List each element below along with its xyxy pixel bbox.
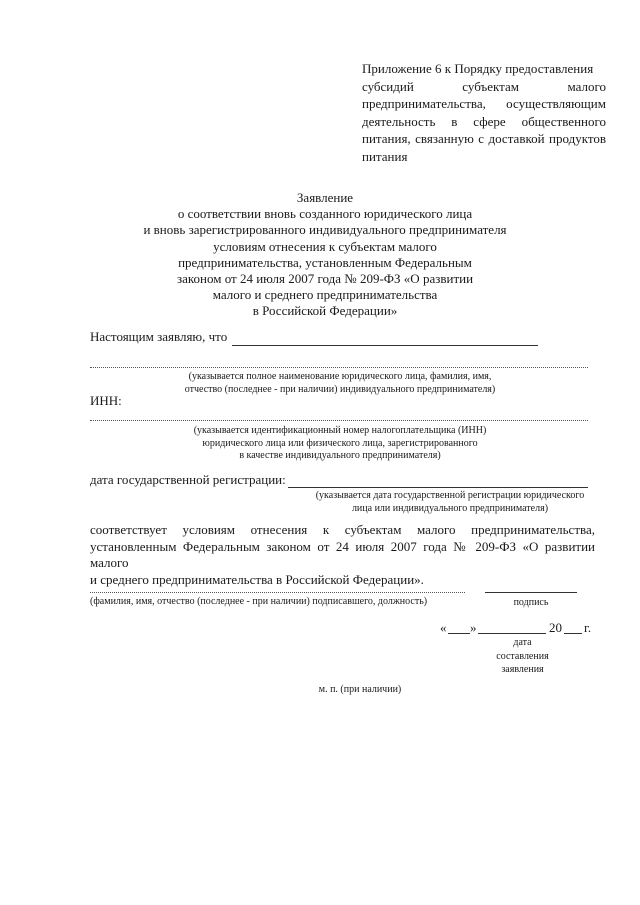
date-year-suffix: г. <box>584 620 592 635</box>
date-year-prefix: 20 <box>549 620 562 635</box>
conformity-paragraph <box>90 522 595 588</box>
title-line: предпринимательства, установленным Федеральным <box>178 254 472 270</box>
conformity-line: установленным Федеральным законом от 24 июля 2007 года № 209-ФЗ «О развитии малого <box>90 538 595 571</box>
date-field <box>440 620 600 636</box>
date-label <box>480 636 565 677</box>
inn-hint-line: (указывается идентификационный номер налогоплательщика (ИНН) <box>193 425 487 436</box>
title-line: в Российской Федерации» <box>252 303 398 319</box>
inn-hint-line: юридического лица или физического лица, зарегистрированного <box>202 437 478 449</box>
title-line: и вновь зарегистрированного индивидуального предпринимателя <box>143 222 507 238</box>
appendix-header <box>362 60 606 166</box>
appendix-line: субсидий субъектам малого <box>362 78 606 94</box>
declare-hint-line: (указывается полное наименование юридического лица, фамилия, имя, <box>188 371 492 382</box>
registration-date-line[interactable] <box>288 487 588 488</box>
date-day-line[interactable] <box>448 633 470 634</box>
date-label-line: составления <box>496 650 549 662</box>
declare-label: Настоящим заявляю, что <box>90 329 228 344</box>
appendix-line: Приложение 6 к Порядку предоставления <box>362 61 594 76</box>
conformity-line: и среднего предпринимательства в Российской Федерации». <box>90 571 424 587</box>
declare-name-line[interactable] <box>232 345 538 346</box>
title-line: условиям отнесения к субъектам малого <box>213 238 437 254</box>
stamp-label: м. п. (при наличии) <box>318 684 402 695</box>
document-title <box>140 190 510 320</box>
date-label-line: заявления <box>501 664 544 675</box>
inn-hint <box>150 425 530 463</box>
conformity-line: соответствует условиям отнесения к субъектам малого предпринимательства, <box>90 522 595 537</box>
inn-field-line[interactable] <box>90 420 588 421</box>
title-line: о соответствии вновь созданного юридического лица <box>177 206 473 222</box>
signature-line[interactable] <box>485 592 577 593</box>
declare-hint <box>140 371 540 396</box>
date-month-line[interactable] <box>478 633 546 634</box>
inn-hint-line: в качестве индивидуального предпринимателя) <box>239 450 441 461</box>
appendix-line: питания, связанную с доставкой продуктов <box>362 131 606 147</box>
date-year-line[interactable] <box>564 633 582 634</box>
appendix-line: предпринимательства, осуществляющим <box>362 96 606 112</box>
date-open-quote: « <box>440 620 447 635</box>
date-label-line: дата <box>513 637 532 648</box>
date-close-quote: » <box>470 620 477 635</box>
signature-label: подпись <box>513 597 549 608</box>
appendix-line: деятельность в сфере общественного <box>362 113 606 129</box>
signer-name-line[interactable] <box>90 592 465 593</box>
signer-hint: (фамилия, имя, отчество (последнее - при наличии) подписавшего, должность) <box>90 596 428 607</box>
registration-hint <box>300 490 600 515</box>
title-line: законом от 24 июля 2007 года № 209-ФЗ «О развитии <box>176 271 474 287</box>
registration-hint-line: (указывается дата государственной регистрации юридического <box>315 490 585 501</box>
title-heading: Заявление <box>296 190 354 205</box>
registration-hint-line: лица или индивидуального предпринимателя) <box>351 502 549 514</box>
registration-label: дата государственной регистрации: <box>90 472 286 487</box>
inn-label: ИНН: <box>90 393 122 408</box>
appendix-line: питания <box>362 148 408 164</box>
declare-name-line-2[interactable] <box>90 367 588 368</box>
title-line: малого и среднего предпринимательства <box>212 287 438 303</box>
declare-hint-line: отчество (последнее - при наличии) индивидуального предпринимателя) <box>184 383 496 395</box>
